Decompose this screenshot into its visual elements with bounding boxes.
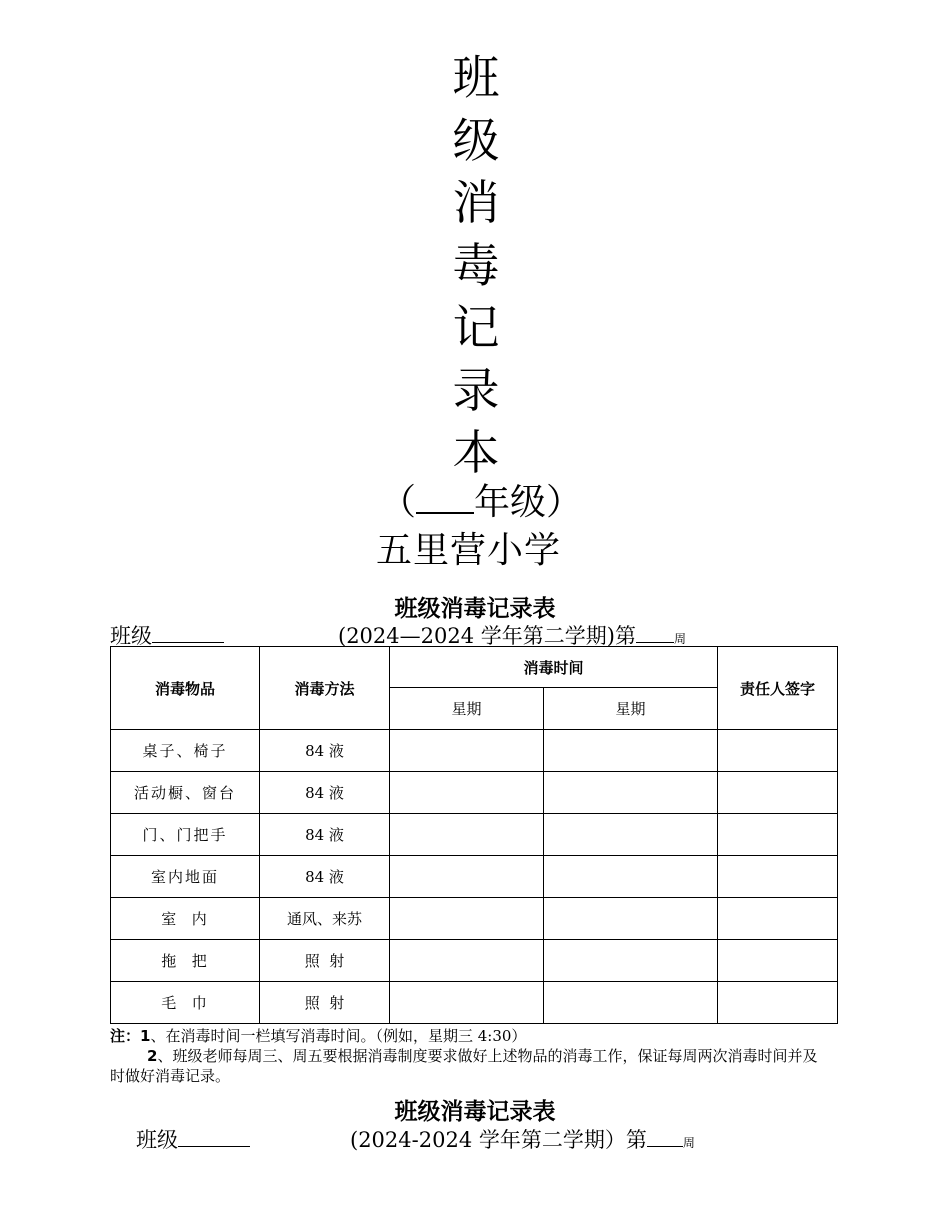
time-cell[interactable] xyxy=(544,730,718,772)
week-blank-2 xyxy=(647,1128,683,1147)
class-blank-2 xyxy=(178,1128,250,1147)
grade-line xyxy=(380,474,582,525)
header-time: 消毒时间 xyxy=(390,647,718,688)
week-suffix: 周 xyxy=(673,632,686,646)
notes-label: 注： xyxy=(110,1027,141,1045)
signature-cell[interactable] xyxy=(718,856,838,898)
time-cell[interactable] xyxy=(390,940,544,982)
notes xyxy=(110,1026,830,1086)
disinfection-table xyxy=(110,646,838,1024)
cover-title-char: 毒 xyxy=(452,238,500,294)
time-cell[interactable] xyxy=(390,856,544,898)
method-cell: 84 液 xyxy=(260,856,390,898)
method-cell: 通风、来苏 xyxy=(260,898,390,940)
term-field-2 xyxy=(350,1124,695,1154)
table-row xyxy=(111,814,838,856)
time-cell[interactable] xyxy=(544,814,718,856)
term-label: (2024—2024 学年第二学期)第 xyxy=(338,624,636,648)
item-cell: 室 内 xyxy=(111,898,260,940)
table-row xyxy=(111,730,838,772)
cover-title-char: 级 xyxy=(452,113,500,169)
signature-cell[interactable] xyxy=(718,940,838,982)
signature-cell[interactable] xyxy=(718,898,838,940)
signature-cell[interactable] xyxy=(718,814,838,856)
time-cell[interactable] xyxy=(544,982,718,1024)
note-1 xyxy=(110,1026,830,1046)
note-2 xyxy=(110,1046,830,1086)
cover-title-char: 本 xyxy=(452,426,500,481)
time-cell[interactable] xyxy=(390,898,544,940)
item-cell: 桌子、椅子 xyxy=(111,730,260,772)
form-title: 班级消毒记录表 xyxy=(394,596,556,622)
table-row xyxy=(111,898,838,940)
cover-title xyxy=(446,48,506,486)
table-row xyxy=(111,856,838,898)
method-cell: 84 液 xyxy=(260,772,390,814)
term-label-2: (2024-2024 学年第二学期）第 xyxy=(350,1128,647,1152)
class-label: 班级 xyxy=(110,624,152,648)
grade-close: 年级） xyxy=(474,482,583,523)
table-row xyxy=(111,982,838,1024)
note-1-number: 1 xyxy=(140,1027,151,1045)
cover-title-char: 记 xyxy=(452,301,500,356)
signature-cell[interactable] xyxy=(718,772,838,814)
school-name: 五里营小学 xyxy=(376,530,562,571)
note-1-text: 、在消毒时间一栏填写消毒时间。（例如，星期三 4:30） xyxy=(150,1027,527,1045)
method-cell: 照 射 xyxy=(260,940,390,982)
class-field-2 xyxy=(136,1124,250,1154)
item-cell: 毛 巾 xyxy=(111,982,260,1024)
time-cell[interactable] xyxy=(544,940,718,982)
table-row xyxy=(111,940,838,982)
method-cell: 84 液 xyxy=(260,814,390,856)
header-method: 消毒方法 xyxy=(260,647,390,730)
item-cell: 拖 把 xyxy=(111,940,260,982)
time-cell[interactable] xyxy=(390,730,544,772)
grade-blank xyxy=(416,482,474,514)
class-label-2: 班级 xyxy=(136,1128,178,1152)
time-cell[interactable] xyxy=(544,856,718,898)
week-suffix-2: 周 xyxy=(682,1136,695,1150)
method-cell: 照 射 xyxy=(260,982,390,1024)
header-weekday: 星期 xyxy=(544,688,718,730)
signature-cell[interactable] xyxy=(718,982,838,1024)
form-title-2: 班级消毒记录表 xyxy=(394,1099,556,1125)
time-cell[interactable] xyxy=(390,772,544,814)
time-cell[interactable] xyxy=(544,772,718,814)
header-signer: 责任人签字 xyxy=(718,647,838,730)
cover-title-char: 班 xyxy=(452,51,500,106)
time-cell[interactable] xyxy=(390,814,544,856)
grade-open: （ xyxy=(380,482,417,523)
class-blank xyxy=(152,624,224,643)
item-cell: 室内地面 xyxy=(111,856,260,898)
week-blank xyxy=(636,624,674,643)
time-cell[interactable] xyxy=(544,898,718,940)
method-cell: 84 液 xyxy=(260,730,390,772)
cover-title-char: 录 xyxy=(452,363,500,419)
item-cell: 门、门把手 xyxy=(111,814,260,856)
header-item: 消毒物品 xyxy=(111,647,260,730)
signature-cell[interactable] xyxy=(718,730,838,772)
header-weekday: 星期 xyxy=(390,688,544,730)
item-cell: 活动橱、窗台 xyxy=(111,772,260,814)
cover-title-char: 消 xyxy=(452,176,500,231)
time-cell[interactable] xyxy=(390,982,544,1024)
note-2-text: 、班级老师每周三、周五要根据消毒制度要求做好上述物品的消毒工作，保证每周两次消毒时间并及时做好消毒记录。 xyxy=(110,1047,818,1085)
table-row xyxy=(111,772,838,814)
note-2-number: 2 xyxy=(147,1047,158,1065)
